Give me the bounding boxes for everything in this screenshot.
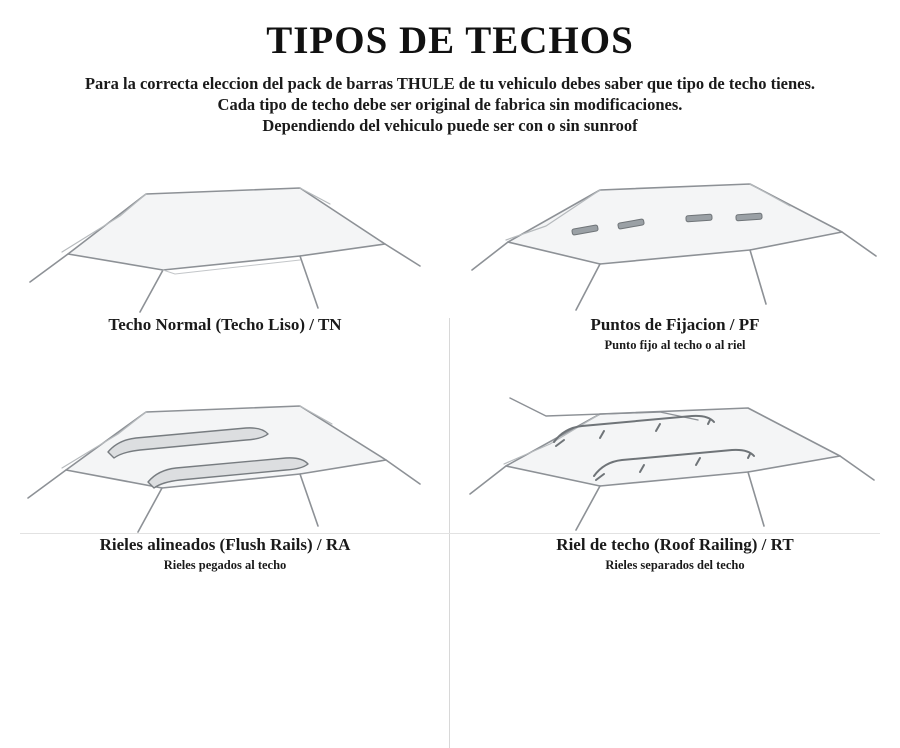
car-roof-flushrail-icon <box>0 390 450 538</box>
roof-type-label-tn: Techo Normal (Techo Liso) / TN <box>108 315 342 334</box>
roof-type-caption-pf <box>450 314 900 354</box>
roof-type-caption-rt <box>450 534 900 574</box>
car-roof-fixpoint-icon <box>450 170 900 318</box>
roof-type-caption-tn <box>0 314 450 337</box>
car-roof-plain-icon <box>0 170 450 318</box>
page-title: TIPOS DE TECHOS <box>266 19 634 62</box>
roof-type-card-rt <box>450 386 900 606</box>
roof-type-note-ra: Rieles pegados al techo <box>163 558 287 572</box>
subtitle-line-3: Dependiendo del vehiculo puede ser con o sin sunroof <box>262 116 638 135</box>
roof-type-label-rt: Riel de techo (Roof Railing) / RT <box>556 535 794 554</box>
car-roof-railing-icon <box>450 390 900 538</box>
roof-type-card-pf <box>450 166 900 386</box>
subtitle-line-1: Para la correcta eleccion del pack de barras THULE de tu vehiculo debes saber que tipo de techo tienes. <box>84 74 816 93</box>
roof-type-caption-ra <box>0 534 450 574</box>
roof-types-grid <box>0 166 900 606</box>
subtitle-line-2: Cada tipo de techo debe ser original de fabrica sin modificaciones. <box>217 95 683 114</box>
roof-type-card-ra <box>0 386 450 606</box>
roof-type-note-rt: Rieles separados del techo <box>605 558 745 572</box>
roof-type-card-tn <box>0 166 450 386</box>
roof-type-note-pf: Punto fijo al techo o al riel <box>604 338 746 352</box>
poster-root <box>0 18 900 618</box>
subtitle-block <box>20 73 880 136</box>
roof-type-label-pf: Puntos de Fijacion / PF <box>590 315 760 334</box>
roof-type-label-ra: Rieles alineados (Flush Rails) / RA <box>99 535 351 554</box>
